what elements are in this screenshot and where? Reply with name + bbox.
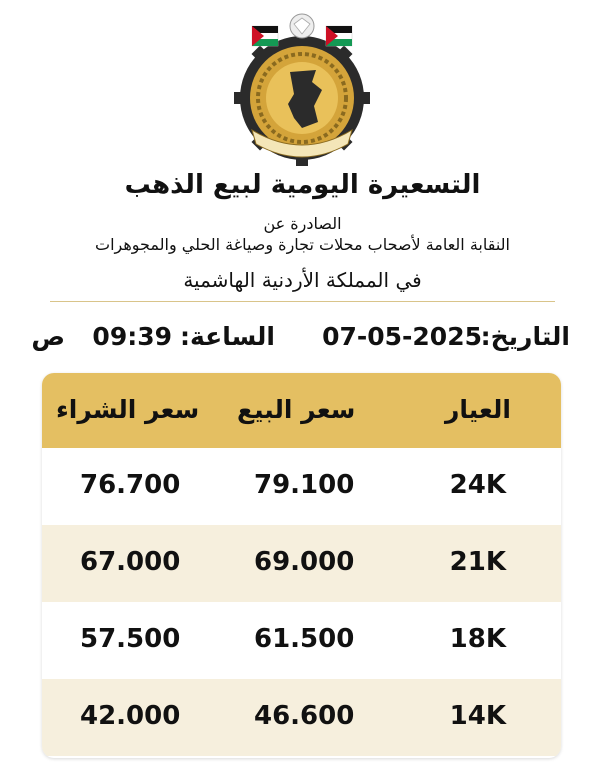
header-karat: العيار [444, 395, 511, 424]
table-row [42, 679, 561, 756]
country-name: في المملكة الأردنية الهاشمية [183, 268, 422, 292]
table-row [42, 602, 561, 679]
buy-price-cell: 76.700 [80, 470, 181, 500]
page-title: التسعيرة اليومية لبيع الذهب [124, 170, 481, 200]
header-sell-price: سعر البيع [237, 395, 356, 424]
buy-price-cell: 57.500 [80, 624, 181, 654]
date-value: 07-05-2025 [322, 322, 482, 351]
buy-price-cell: 42.000 [80, 701, 181, 731]
union-name: النقابة العامة لأصحاب محلات تجارة وصياغة الحلي والمجوهرات [95, 235, 510, 254]
table-row [42, 448, 561, 525]
time-label: الساعة: [179, 322, 275, 351]
buy-price-cell: 67.000 [80, 547, 181, 577]
karat-cell: 14K [449, 701, 506, 731]
sell-price-cell: 61.500 [254, 624, 355, 654]
am-pm-label: ص [31, 322, 65, 351]
table-row [42, 525, 561, 602]
issued-by-text: الصادرة عن [263, 214, 342, 233]
date-label: التاريخ: [480, 322, 570, 351]
sell-price-cell: 46.600 [254, 701, 355, 731]
table-header [42, 373, 561, 448]
sell-price-cell: 79.100 [254, 470, 355, 500]
karat-cell: 21K [449, 547, 506, 577]
date-time-bar [31, 322, 570, 356]
union-logo-icon [232, 10, 372, 168]
divider [50, 301, 555, 302]
price-table [42, 373, 561, 758]
time-value: 09:39 [92, 322, 172, 351]
karat-cell: 24K [449, 470, 506, 500]
sell-price-cell: 69.000 [254, 547, 355, 577]
header-buy-price: سعر الشراء [56, 395, 200, 424]
karat-cell: 18K [449, 624, 506, 654]
